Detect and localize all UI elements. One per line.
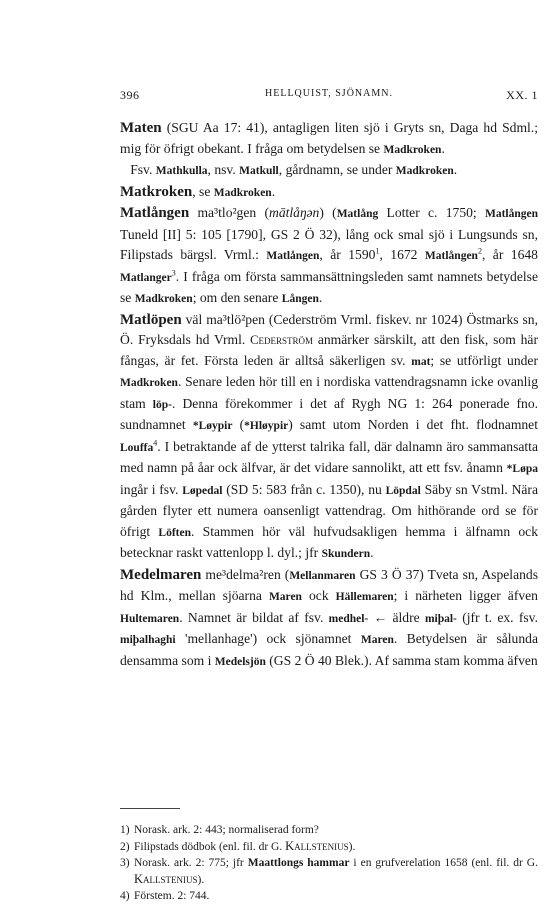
section-number: XX. 1 bbox=[506, 88, 538, 102]
headword: Matlången bbox=[120, 205, 190, 221]
main-text bbox=[120, 118, 538, 672]
footnote-marker: 1 bbox=[375, 246, 380, 256]
cross-reference: Madkroken bbox=[395, 165, 454, 177]
cross-reference: Lången bbox=[281, 293, 319, 305]
entry-matlopen: Matlöpen väl ma³tlö²pen (Cederström Vrml. fiskev. nr 1024) Östmarks sn, Ö. Fryksdals hd Vrml. Cederström anmärker särskilt, att den fisk, som här fångas, är fet. Första leden är alltså säkerligen sv. mat; se utförligt under Madkroken. Senare leden hör till en i nordiska vattendragsnamn icke ovanlig stam löp-. Denna förekommer i det af Rygh NG 1: 264 ponerade fno. sundnamnet *Løypir (*Hløypir) samt utom Norden i det fht. flodnamnet Louffa$^4$. I betraktande af de ytterst talrika fall, där dalnamn äro sammansatta med namn på åar ock älfvar, är det vidare sannolikt, att ett fsv. ånamn *Løpa ingår i fsv. Løpedal (SD 5: 583 från c. 1350), nu Löpdal Säby sn Vstml. Nära gården flyter ett numera oansenligt vattendrag. Om hithörande ord se för öfrigt Löften. Stammen hör väl hufvudsakligen hemma i älfnamn ock betecknar raskt vattenlopp l. dyl.; jfr Skundern. bbox=[120, 311, 539, 560]
page-number: 396 bbox=[120, 88, 140, 102]
footnote-marker: 2 bbox=[477, 246, 482, 256]
cross-reference: Madkroken bbox=[213, 186, 272, 199]
entry-matlangen: Matlången ma³tlo²gen (mātlåŋən) (Matlång Lotter c. 1750; Matlången Tuneld [II] 5: 105 [1790], GS 2 Ö 32), lång ock smal sjö i Lungsunds sn, Filipstads bärgsl. Vrml.: Matlången, år 1590$^1$, 1672 Matlången$^2$, år 1648 Matlanger$^3$. I fråga om första sammansättningsleden samt namnets betydelse se Madkroken; om den senare Lången. bbox=[120, 205, 538, 305]
running-title: HELLQUIST, SJÖNAMN. bbox=[265, 88, 393, 99]
headword: Medelmaren bbox=[120, 566, 202, 583]
footnote-number: 2) bbox=[120, 841, 130, 853]
footnote-marker: 3 bbox=[171, 267, 176, 277]
footnote-divider bbox=[120, 808, 180, 809]
footnote-number: 4) bbox=[120, 890, 130, 902]
entry-maten: Maten (SGU Aa 17: 41), antagligen liten sjö i Gryts sn, Daga hd Sdml.; mig för öfrigt obekant. I fråga om betydelsen se Madkroken. bbox=[120, 120, 538, 156]
headword: Matkroken bbox=[120, 183, 193, 200]
footnote-number: 3) bbox=[120, 857, 130, 869]
headword: Maten bbox=[120, 120, 162, 136]
cross-reference: Madkroken bbox=[383, 143, 442, 156]
headword: Matlöpen bbox=[120, 311, 182, 328]
cross-reference: Madkroken bbox=[120, 377, 178, 389]
footnote: 2) Filipstads dödbok (enl. fil. dr G. Kallstenius). bbox=[120, 839, 356, 853]
entry-fsv-mathkulla: Fsv. Mathkulla, nsv. Matkull, gårdnamn, se under Madkroken. bbox=[130, 162, 458, 177]
cross-reference: Madkroken bbox=[134, 293, 193, 305]
footnotes bbox=[120, 822, 538, 904]
entry-matkroken: Matkroken, se Madkroken. bbox=[120, 183, 276, 200]
footnote-number: 1) bbox=[120, 824, 130, 836]
footnote-marker: 4 bbox=[153, 437, 158, 447]
footnote: 3) Norask. ark. 2: 775; jfr Maattlongs hammar i en grufverelation 1658 (enl. fil. dr G. Kallstenius). bbox=[120, 857, 538, 886]
entry-medelmaren: Medelmaren me³delma²ren (Mellanmaren GS 3 Ö 37) Tveta sn, Aspelands hd Klm., mellan sjöarna Maren ock Hällemaren; i närheten ligger äfven Hultemaren. Namnet är bildat af fsv. medhel- ← äldre miþal- (jfr t. ex. fsv. miþalhaghi 'mellanhage') ock sjönamnet Maren. Betydelsen är sålunda densamma som i Medelsjön (GS 2 Ö 40 Blek.). Af samma stam komma äfven bbox=[120, 566, 538, 668]
footnote: 1) Norask. ark. 2: 443; normaliserad form? bbox=[120, 824, 319, 836]
footnote: 4) Förstem. 2: 744. bbox=[120, 890, 210, 902]
